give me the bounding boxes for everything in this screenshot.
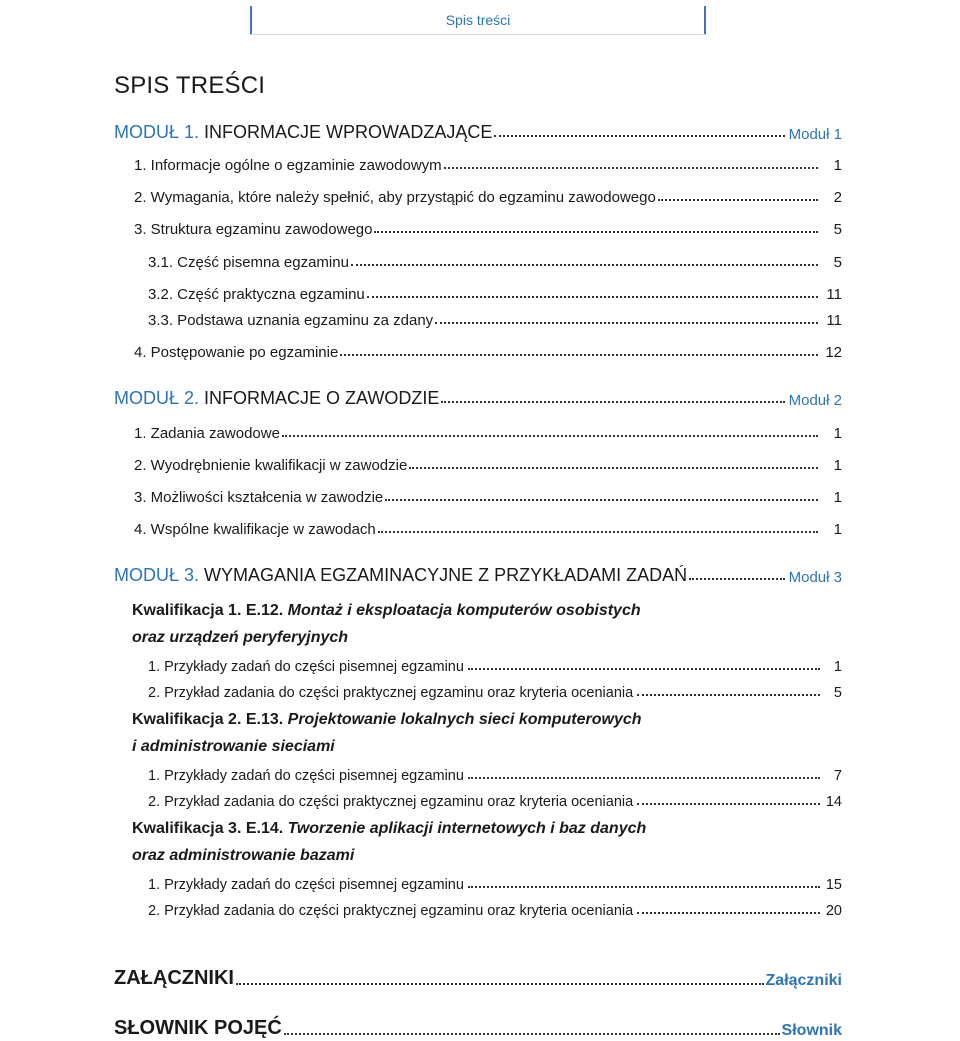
dot-leader [689, 578, 785, 580]
toc-entry[interactable] [134, 337, 842, 361]
page-title: SPIS TREŚCI [114, 72, 266, 99]
dot-leader [385, 499, 818, 501]
module-3-label: MODUŁ 3. WYMAGANIA EGZAMINACYJNE Z PRZYKŁADAMI ZADAŃ [114, 565, 688, 585]
qualification-title-line1: Kwalifikacja 3. E.14. Tworzenie aplikacji internetowych i baz danych [132, 820, 647, 837]
toc-entry[interactable] [134, 150, 842, 174]
qualification-title-line2: oraz urządzeń peryferyjnych [132, 629, 349, 646]
module-3-page: Moduł 3 [788, 569, 842, 586]
toc-entry-page: 12 [825, 344, 842, 361]
dot-leader [340, 354, 818, 356]
module-1-page: Moduł 1 [788, 126, 842, 143]
qualification-2-heading [132, 706, 752, 760]
toc-entry-label: 2. Wyodrębnienie kwalifikacji w zawodzie [134, 457, 408, 474]
toc-entry[interactable] [148, 651, 842, 675]
toc-entry-label: 4. Wspólne kwalifikacje w zawodach [134, 521, 376, 538]
toc-entry-label: 3.1. Część pisemna egzaminu [148, 254, 349, 271]
dot-leader [284, 1033, 780, 1035]
qualification-title-line2: i administrowanie sieciami [132, 738, 335, 755]
dot-leader [468, 886, 820, 888]
toc-entry[interactable] [134, 182, 842, 206]
toc-entry-label: 1. Zadania zawodowe [134, 425, 280, 442]
toc-entry-page: 5 [833, 685, 842, 701]
qualification-title-line1: Kwalifikacja 1. E.12. Montaż i eksploatacja komputerów osobistych [132, 602, 641, 619]
zalaczniki-label: ZAŁĄCZNIKI [114, 967, 234, 989]
dot-leader [444, 167, 818, 169]
qualification-3-heading [132, 815, 752, 869]
slownik-label: SŁOWNIK POJĘĆ [114, 1017, 282, 1039]
toc-entry-page: 1 [833, 659, 842, 675]
toc-entry-page: 11 [826, 312, 842, 329]
toc-entry-page: 5 [833, 221, 842, 238]
toc-entry[interactable] [148, 895, 842, 919]
toc-entry-label: 1. Przykłady zadań do części pisemnej egzaminu [148, 768, 464, 784]
toc-zalaczniki[interactable] [114, 966, 842, 990]
module-2-page: Moduł 2 [788, 392, 842, 409]
toc-entry-page: 5 [833, 254, 842, 271]
toc-subentry[interactable] [148, 305, 842, 329]
toc-entry-label: 2. Przykład zadania do części praktycznej egzaminu oraz kryteria oceniania [148, 903, 634, 919]
toc-entry-label: 2. Przykład zadania do części praktycznej egzaminu oraz kryteria oceniania [148, 685, 634, 701]
dot-leader [409, 467, 818, 469]
header-tab-right-border [704, 6, 706, 34]
dot-leader [637, 803, 820, 805]
toc-subentry[interactable] [148, 247, 842, 271]
dot-leader [468, 668, 820, 670]
toc-entry-page: 1 [833, 157, 842, 174]
toc-entry-label: 4. Postępowanie po egzaminie [134, 344, 339, 361]
dot-leader [637, 912, 820, 914]
toc-entry-label: 1. Przykłady zadań do części pisemnej egzaminu [148, 659, 464, 675]
toc-entry[interactable] [148, 869, 842, 893]
zalaczniki-page: Załączniki [765, 972, 842, 989]
dot-leader [435, 322, 818, 324]
toc-module-1[interactable] [114, 119, 842, 143]
dot-leader [494, 135, 784, 137]
toc-entry-label: 2. Przykład zadania do części praktycznej egzaminu oraz kryteria oceniania [148, 794, 634, 810]
toc-entry-label: 1. Informacje ogólne o egzaminie zawodowym [134, 157, 442, 174]
toc-entry[interactable] [134, 514, 842, 538]
toc-entry[interactable] [148, 786, 842, 810]
qualification-title-line2: oraz administrowanie bazami [132, 847, 355, 864]
toc-entry[interactable] [134, 450, 842, 474]
qualification-1-heading [132, 597, 752, 651]
dot-leader [374, 231, 818, 233]
dot-leader [282, 435, 818, 437]
toc-entry-label: 3.2. Część praktyczna egzaminu [148, 286, 365, 303]
toc-module-2[interactable] [114, 385, 842, 409]
toc-subentry[interactable] [148, 279, 842, 303]
toc-entry-page: 2 [833, 189, 842, 206]
slownik-page: Słownik [781, 1022, 842, 1039]
toc-entry-page: 1 [833, 425, 842, 442]
toc-entry-page: 11 [826, 286, 842, 303]
dot-leader [658, 199, 818, 201]
dot-leader [441, 401, 784, 403]
toc-entry-page: 1 [833, 457, 842, 474]
toc-entry[interactable] [134, 214, 842, 238]
toc-module-3[interactable] [114, 562, 842, 586]
toc-entry-page: 20 [825, 903, 842, 919]
dot-leader [236, 983, 764, 985]
toc-entry[interactable] [134, 418, 842, 442]
dot-leader [468, 777, 820, 779]
toc-entry[interactable] [148, 760, 842, 784]
toc-entry[interactable] [148, 677, 842, 701]
dot-leader [378, 531, 818, 533]
module-1-label: MODUŁ 1. INFORMACJE WPROWADZAJĄCE [114, 122, 493, 142]
toc-entry-label: 3. Możliwości kształcenia w zawodzie [134, 489, 384, 506]
toc-entry-label: 1. Przykłady zadań do części pisemnej egzaminu [148, 877, 464, 893]
header-tab-label: Spis treści [445, 12, 511, 28]
toc-entry-label: 3.3. Podstawa uznania egzaminu za zdany [148, 312, 434, 329]
toc-entry-page: 1 [833, 489, 842, 506]
qualification-title-line1: Kwalifikacja 2. E.13. Projektowanie lokalnych sieci komputerowych [132, 711, 642, 728]
toc-slownik[interactable] [114, 1016, 842, 1040]
toc-entry-page: 14 [825, 794, 842, 810]
toc-entry-page: 7 [833, 768, 842, 784]
toc-entry-label: 3. Struktura egzaminu zawodowego [134, 221, 373, 238]
toc-entry[interactable] [134, 482, 842, 506]
toc-entry-page: 1 [833, 521, 842, 538]
dot-leader [637, 694, 820, 696]
toc-entry-label: 2. Wymagania, które należy spełnić, aby przystąpić do egzaminu zawodowego [134, 189, 656, 206]
header-tab [250, 6, 706, 35]
module-2-label: MODUŁ 2. INFORMACJE O ZAWODZIE [114, 388, 440, 408]
toc-entry-page: 15 [825, 877, 842, 893]
dot-leader [367, 296, 818, 298]
dot-leader [351, 264, 818, 266]
